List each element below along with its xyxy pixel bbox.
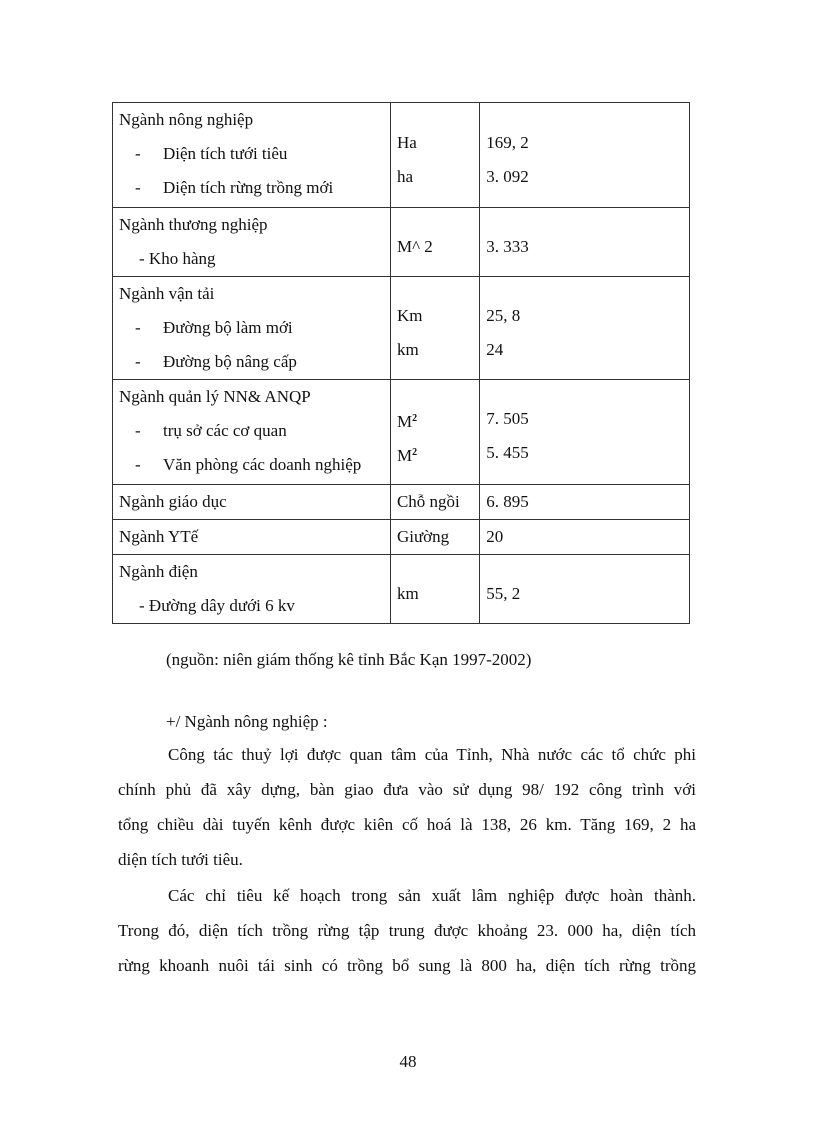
value-cell [480, 103, 690, 208]
value: 3. 092 [486, 167, 529, 186]
paragraph-line: Công tác thuỷ lợi được quan tâm của Tỉnh, Nhà nước các tổ chức phi [168, 745, 696, 764]
paragraph-line: chính phủ đã xây dựng, bàn giao đưa vào sử dụng 98/ 192 công trình với [118, 780, 696, 799]
value: 7. 505 [486, 409, 529, 428]
value-cell [480, 520, 690, 555]
sector-name: Ngành nông nghiệp [119, 110, 254, 129]
unit-cell [390, 277, 479, 380]
statistics-table [112, 102, 690, 624]
value: 6. 895 [486, 492, 529, 511]
value: 55, 2 [486, 584, 521, 603]
paragraph [118, 737, 696, 877]
unit: $M^2$ [396, 446, 418, 465]
unit: $M^2$ [396, 412, 418, 431]
unit: Chỗ ngồi [396, 492, 460, 511]
value: 169, 2 [486, 133, 529, 152]
paragraph-line: rừng khoanh nuôi tái sinh có trồng bổ sung là 800 ha, diện tích rừng trồng [118, 956, 696, 975]
value-cell [480, 208, 690, 277]
item-label: - Văn phòng các doanh nghiệp [135, 455, 362, 474]
value-cell [480, 380, 690, 485]
unit-cell [390, 208, 479, 277]
source-note: (nguồn: niên giám thống kê tỉnh Bắc Kạn 1997-2002) [166, 650, 532, 669]
item-label: - Đường bộ làm mới [135, 318, 293, 337]
unit-cell [390, 555, 479, 624]
value: 24 [486, 340, 504, 359]
paragraph [118, 878, 696, 983]
item-label: - trụ sở các cơ quan [135, 421, 287, 440]
value: 20 [486, 527, 504, 546]
item-label: - Đường bộ nâng cấp [135, 352, 297, 371]
unit: ha [396, 167, 413, 186]
value-cell [480, 277, 690, 380]
section-heading: +/ Ngành nông nghiệp : [166, 712, 328, 731]
sector-name: Ngành thương nghiệp [119, 215, 268, 234]
value-cell [480, 485, 690, 520]
item-label: - Diện tích rừng trồng mới [135, 178, 334, 197]
table-row [113, 277, 690, 380]
paragraph-line: tổng chiều dài tuyến kênh được kiên cố hoá là 138, 26 km. Tăng 169, 2 ha [118, 815, 696, 834]
sector-cell [113, 380, 391, 485]
table-row [113, 485, 690, 520]
table-row [113, 208, 690, 277]
sector-name: Ngành YTế [119, 527, 199, 546]
table-row [113, 380, 690, 485]
unit-cell [390, 485, 479, 520]
unit-cell [390, 520, 479, 555]
sector-cell [113, 555, 391, 624]
unit-cell [390, 380, 479, 485]
sector-cell [113, 103, 391, 208]
value: 3. 333 [486, 237, 529, 256]
table-row [113, 103, 690, 208]
paragraph-line: Trong đó, diện tích trồng rừng tập trung được khoảng 23. 000 ha, diện tích [118, 921, 696, 940]
value: 5. 455 [486, 443, 529, 462]
unit: Km [396, 306, 423, 325]
page-number: 48 [399, 1052, 417, 1071]
sector-name: Ngành quản lý NN& ANQP [119, 387, 311, 406]
sector-name: Ngành điện [119, 562, 198, 581]
sector-name: Ngành vận tải [119, 284, 215, 303]
table-row [113, 555, 690, 624]
unit: Ha [396, 133, 417, 152]
unit: M^ 2 [396, 237, 433, 256]
sector-name: Ngành giáo dục [119, 492, 227, 511]
value: 25, 8 [486, 306, 521, 325]
unit: km [396, 584, 419, 603]
item-label: - Đường dây dưới 6 kv [139, 596, 295, 615]
unit-cell [390, 103, 479, 208]
value-cell [480, 555, 690, 624]
paragraph-line: diện tích tưới tiêu. [118, 850, 243, 869]
sector-cell [113, 520, 391, 555]
item-label: - Diện tích tưới tiêu [135, 144, 288, 163]
sector-cell [113, 208, 391, 277]
item-label: - Kho hàng [139, 249, 216, 268]
table-row [113, 520, 690, 555]
unit: km [396, 340, 419, 359]
sector-cell [113, 485, 391, 520]
paragraph-line: Các chỉ tiêu kế hoạch trong sản xuất lâm nghiệp được hoàn thành. [168, 886, 696, 905]
unit: Giường [396, 527, 450, 546]
sector-cell [113, 277, 391, 380]
